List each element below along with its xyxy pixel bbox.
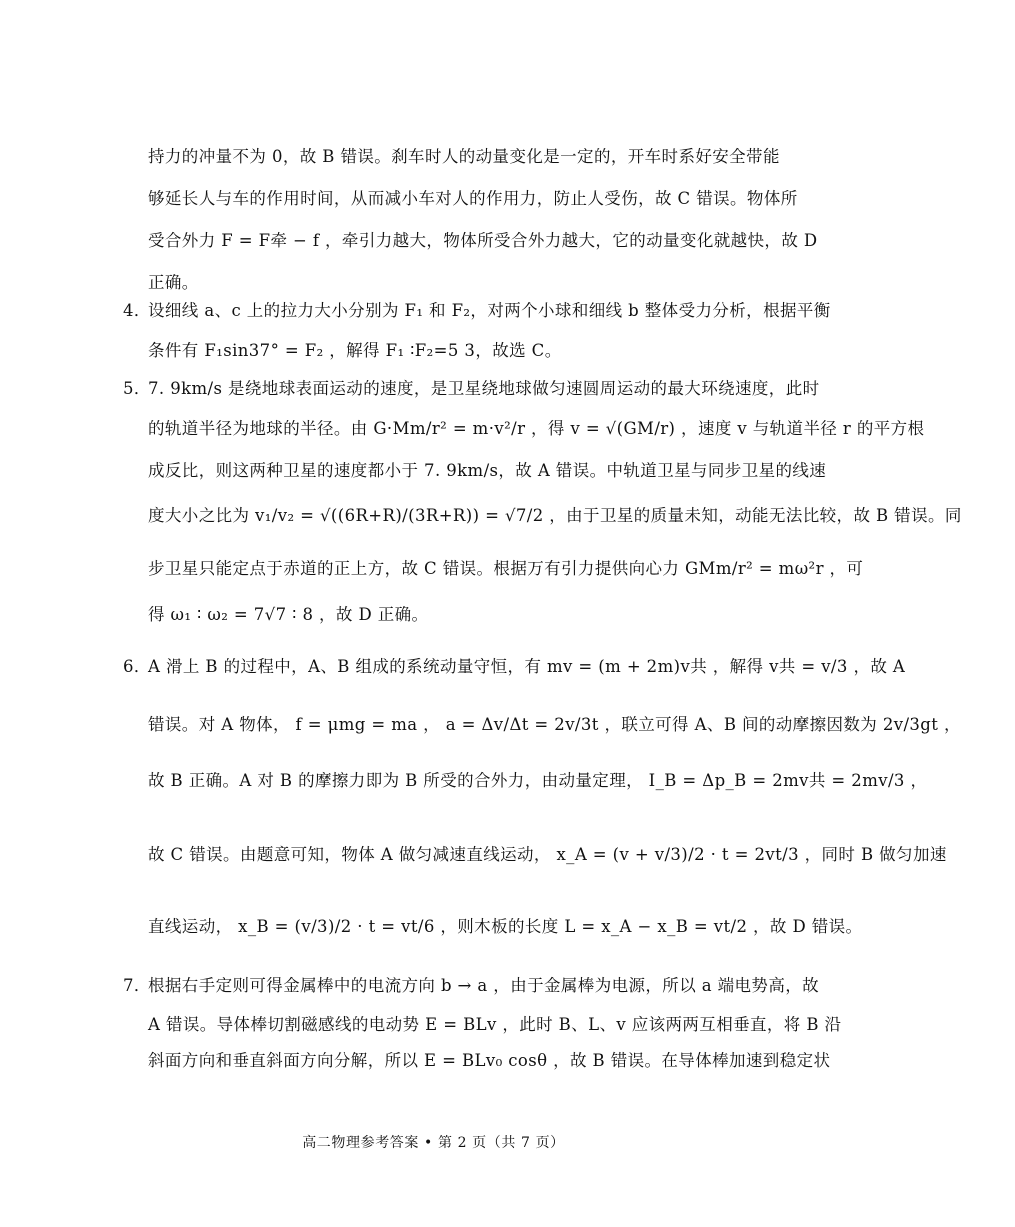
text-line: 受合外力 F = F牵 − f ，牵引力越大，物体所受合外力越大，它的动量变化就越快，故 D: [148, 231, 818, 250]
text-line: A 滑上 B 的过程中，A、B 组成的系统动量守恒，有 mv = (m + 2m)v共 ，解得 v共 = v/3 ，故 A: [148, 657, 906, 676]
text-line: 错误。对 A 物体， f = μmg = ma ， a = Δv/Δt = 2v/3t ，联立可得 A、B 间的动摩擦因数为 2v/3gt ，: [148, 715, 961, 734]
text-line: A 错误。导体棒切割磁感线的电动势 E = BLv ，此时 B、L、v 应该两两互相垂直，将 B 沿: [148, 1015, 842, 1034]
page-footer: 高二物理参考答案 • 第 2 页（共 7 页）: [302, 1135, 565, 1151]
text-line: 度大小之比为 v₁/v₂ = √((6R+R)/(3R+R)) = √7/2 ，由于卫星的质量未知，动能无法比较，故 B 错误。同: [148, 506, 962, 525]
question-number: 4．: [123, 301, 151, 320]
text-line: 成反比，则这两种卫星的速度都小于 7. 9km/s，故 A 错误。中轨道卫星与同步卫星的线速: [148, 461, 827, 480]
text-line: 故 B 正确。A 对 B 的摩擦力即为 B 所受的合外力，由动量定理， I_B = Δp_B = 2mv共 = 2mv/3 ，: [148, 771, 928, 790]
text-line: 根据右手定则可得金属棒中的电流方向 b → a ，由于金属棒为电源，所以 a 端电势高，故: [148, 976, 820, 995]
text-line: 持力的冲量不为 0，故 B 错误。刹车时人的动量变化是一定的，开车时系好安全带能: [148, 147, 780, 166]
question-number: 5．: [123, 379, 151, 398]
text-line: 得 ω₁ ∶ ω₂ = 7√7 ∶ 8 ，故 D 正确。: [148, 605, 429, 624]
text-line: 设细线 a、c 上的拉力大小分别为 F₁ 和 F₂，对两个小球和细线 b 整体受力分析，根据平衡: [148, 301, 831, 320]
text-line: 的轨道半径为地球的半径。由 G·Mm/r² = m·v²/r ，得 v = √(GM/r) ，速度 v 与轨道半径 r 的平方根: [148, 419, 925, 438]
text-line: 条件有 F₁sin37° = F₂ ，解得 F₁ ∶F₂=5 3，故选 C。: [148, 341, 562, 360]
text-line: 直线运动， x_B = (v/3)/2 · t = vt/6 ，则木板的长度 L = x_A − x_B = vt/2 ，故 D 错误。: [148, 917, 863, 936]
text-line: 7. 9km/s 是绕地球表面运动的速度，是卫星绕地球做匀速圆周运动的最大环绕速度，此时: [148, 379, 820, 398]
question-number: 7．: [123, 976, 151, 995]
text-line: 斜面方向和垂直斜面方向分解，所以 E = BLv₀ cosθ ，故 B 错误。在导体棒加速到稳定状: [148, 1051, 831, 1070]
question-number: 6．: [123, 657, 151, 676]
text-line: 步卫星只能定点于赤道的正上方，故 C 错误。根据万有引力提供向心力 GMm/r² = mω²r ，可: [148, 559, 864, 578]
text-line: 正确。: [148, 273, 199, 292]
text-line: 够延长人与车的作用时间，从而减小车对人的作用力，防止人受伤，故 C 错误。物体所: [148, 189, 798, 208]
text-line: 故 C 错误。由题意可知，物体 A 做匀减速直线运动， x_A = (v + v/3)/2 · t = 2vt/3 ，同时 B 做匀加速: [148, 845, 947, 864]
